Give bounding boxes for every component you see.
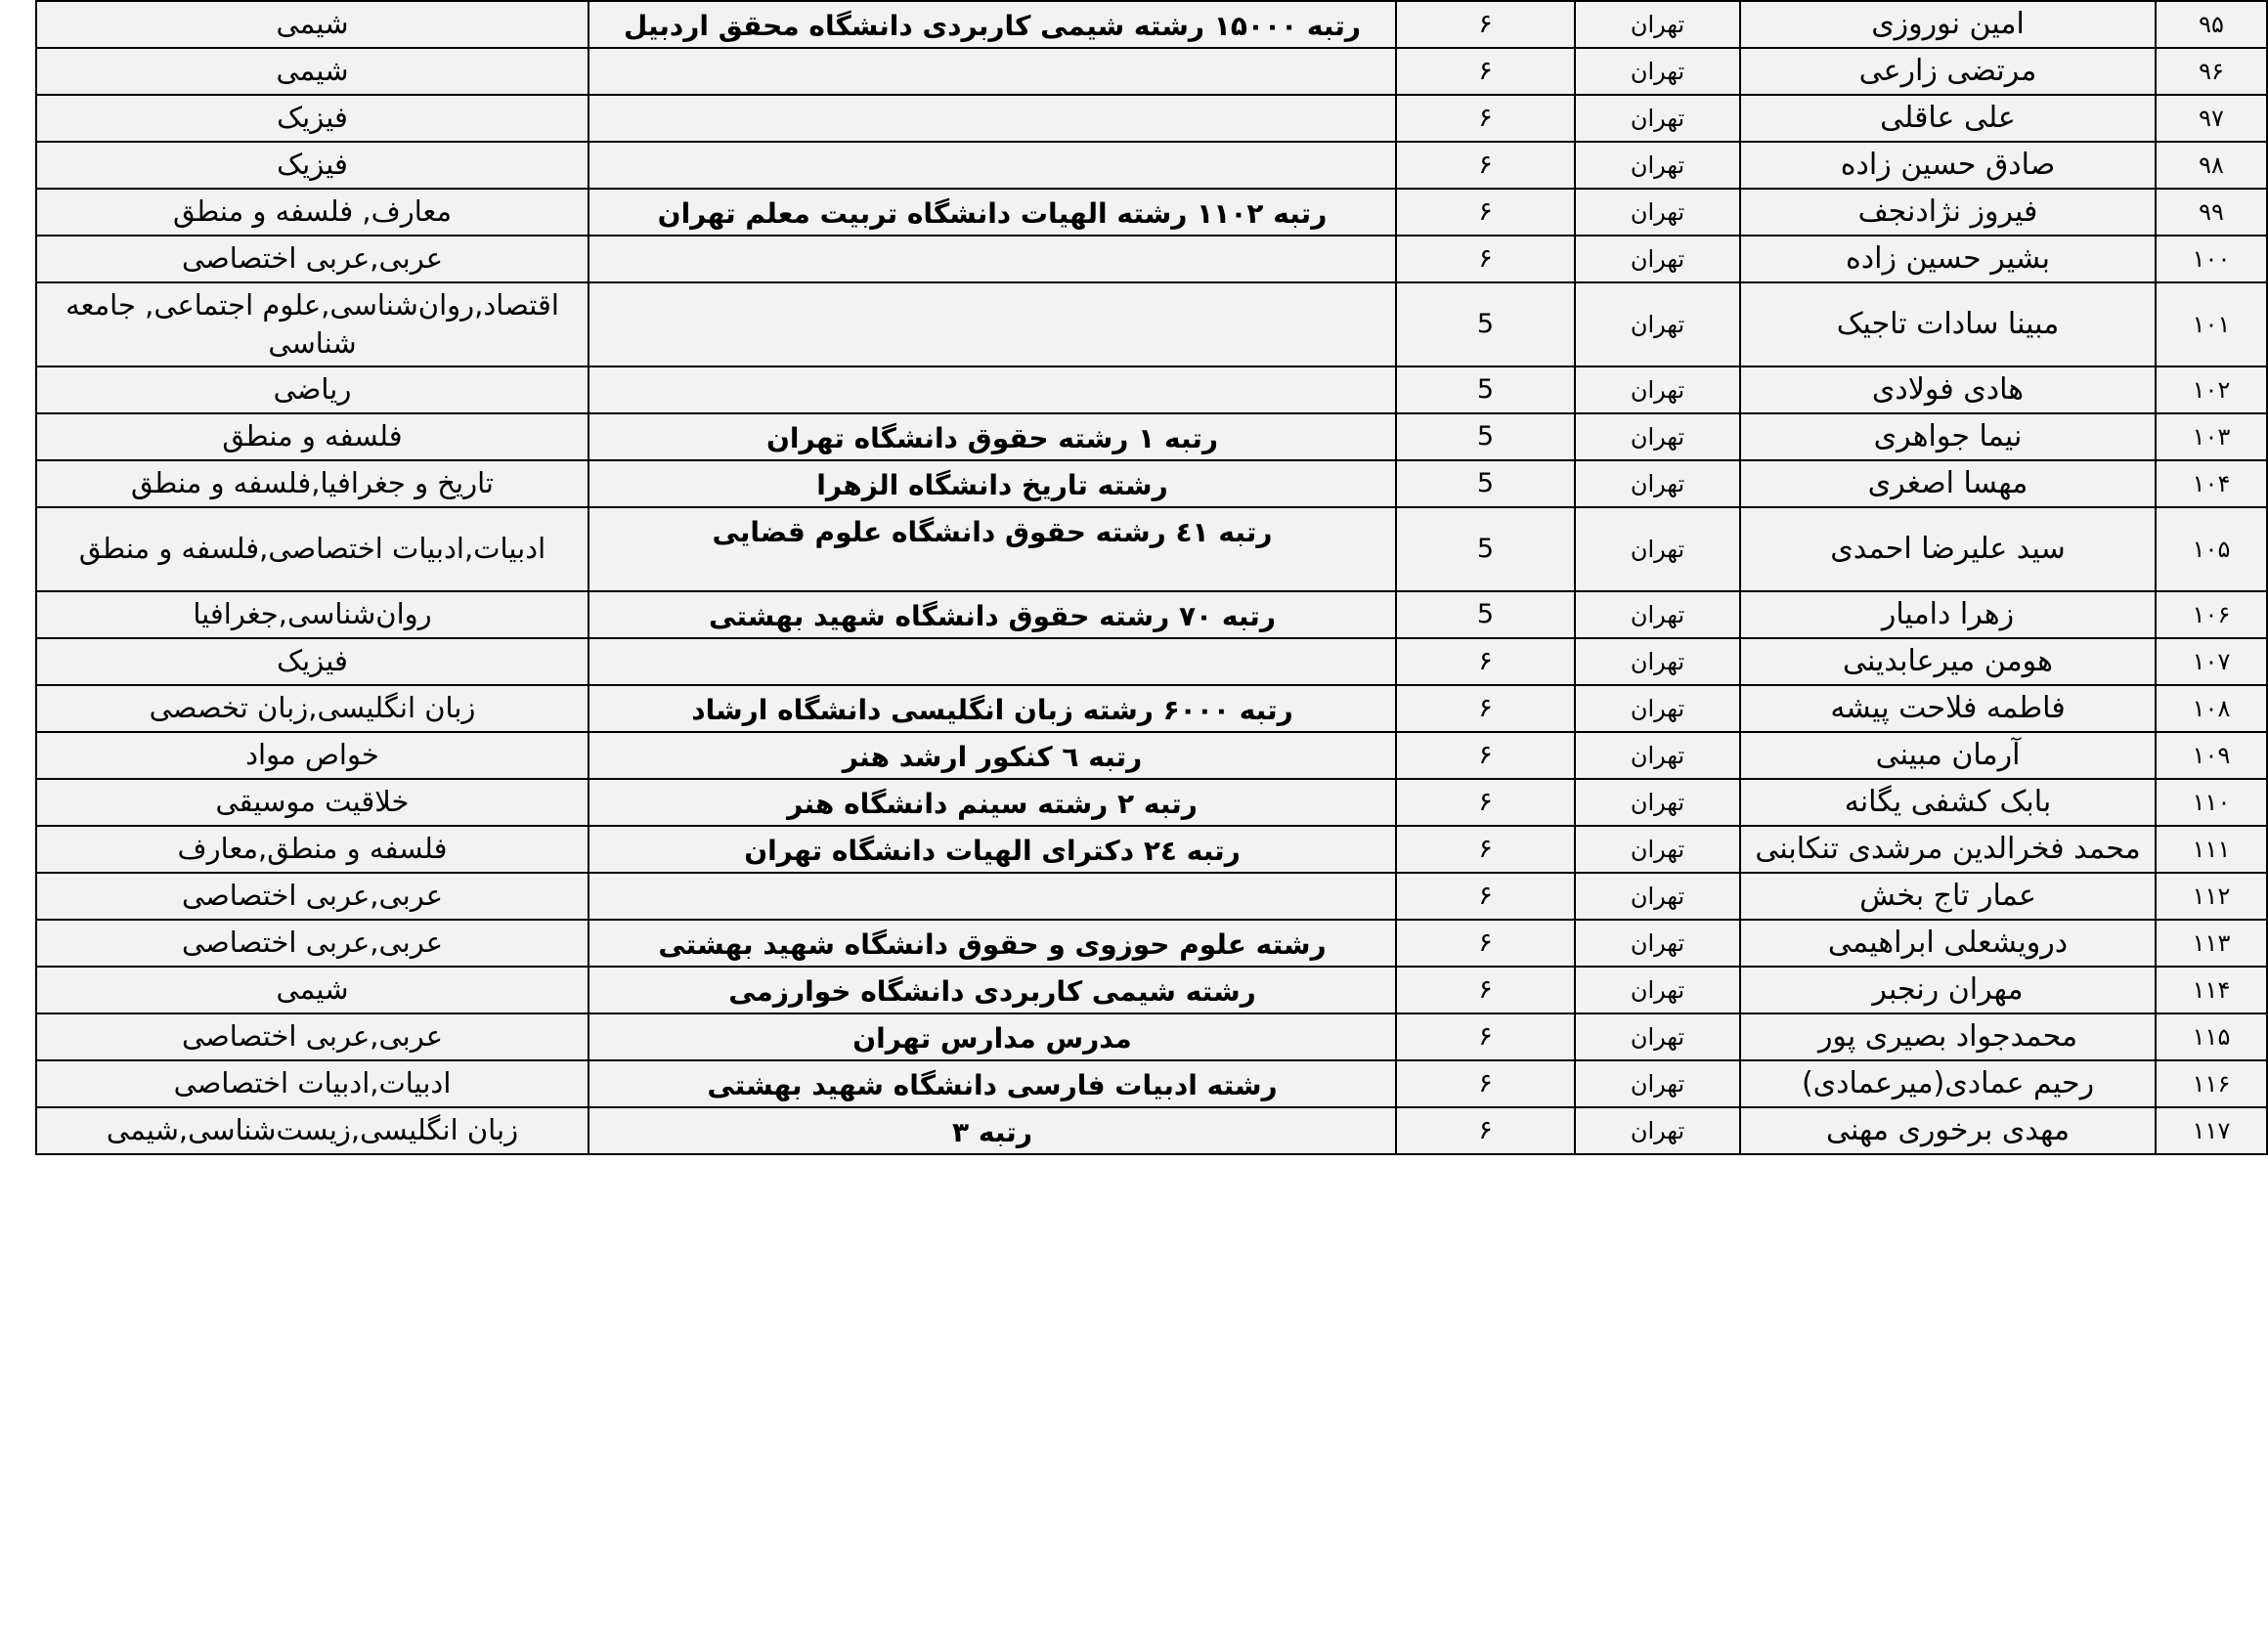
rank-info-cell: رتبه ۶۰۰۰ رشته زبان انگلیسی دانشگاه ارشاد [589, 685, 1396, 732]
grade-cell: 5 [1396, 460, 1575, 507]
table-row [36, 142, 2267, 189]
city-cell: تهران [1575, 1060, 1740, 1107]
teacher-name-cell: رحیم عمادی(میرعمادی) [1740, 1060, 2156, 1107]
city-cell: تهران [1575, 732, 1740, 779]
city-cell: تهران [1575, 826, 1740, 873]
subjects-cell: زبان انگلیسی,زیست‌شناسی,شیمی [36, 1107, 589, 1154]
row-number-cell: ۱۰۴ [2156, 460, 2267, 507]
subjects-cell: فیزیک [36, 638, 589, 685]
grade-cell: 5 [1396, 413, 1575, 460]
row-number-cell: ۱۱۷ [2156, 1107, 2267, 1154]
subjects-cell: فلسفه و منطق,معارف [36, 826, 589, 873]
teacher-name-cell: محمد فخرالدین مرشدی تنکابنی [1740, 826, 2156, 873]
table-row [36, 638, 2267, 685]
row-number-cell: ۱۱۶ [2156, 1060, 2267, 1107]
rank-info-cell: رتبه ۱ رشته حقوق دانشگاه تهران [589, 413, 1396, 460]
row-number-cell: ۱۰۱ [2156, 282, 2267, 366]
subjects-cell: ریاضی [36, 366, 589, 413]
table-row [36, 1013, 2267, 1060]
table-row [36, 920, 2267, 967]
teacher-name-cell: زهرا دامیار [1740, 591, 2156, 638]
grade-cell: 5 [1396, 366, 1575, 413]
city-cell: تهران [1575, 236, 1740, 282]
teacher-name-cell: آرمان مبینی [1740, 732, 2156, 779]
city-cell: تهران [1575, 779, 1740, 826]
row-number-cell: ۱۰۰ [2156, 236, 2267, 282]
city-cell: تهران [1575, 48, 1740, 95]
table-row [36, 460, 2267, 507]
teacher-name-cell: امین نوروزی [1740, 1, 2156, 48]
table-row [36, 48, 2267, 95]
city-cell: تهران [1575, 873, 1740, 920]
city-cell: تهران [1575, 282, 1740, 366]
row-number-cell: ۱۱۳ [2156, 920, 2267, 967]
rank-info-cell: رتبه ۱۱۰۲ رشته الهیات دانشگاه تربیت معلم تهران [589, 189, 1396, 236]
row-number-cell: ۹۶ [2156, 48, 2267, 95]
grade-cell: ۶ [1396, 142, 1575, 189]
teacher-name-cell: فیروز نژادنجف [1740, 189, 2156, 236]
teacher-name-cell: درویشعلی ابراهیمی [1740, 920, 2156, 967]
grade-cell: ۶ [1396, 1, 1575, 48]
table-row [36, 236, 2267, 282]
subjects-cell: عربی,عربی اختصاصی [36, 920, 589, 967]
table-row [36, 1, 2267, 48]
subjects-cell: فلسفه و منطق [36, 413, 589, 460]
subjects-cell: عربی,عربی اختصاصی [36, 873, 589, 920]
subjects-cell: روان‌شناسی,جغرافیا [36, 591, 589, 638]
rank-info-cell [589, 366, 1396, 413]
subjects-cell: معارف, فلسفه و منطق [36, 189, 589, 236]
grade-cell: ۶ [1396, 1013, 1575, 1060]
teacher-name-cell: نیما جواهری [1740, 413, 2156, 460]
table-row [36, 1107, 2267, 1154]
row-number-cell: ۹۸ [2156, 142, 2267, 189]
grade-cell: ۶ [1396, 732, 1575, 779]
table-row [36, 826, 2267, 873]
grade-cell: ۶ [1396, 873, 1575, 920]
row-number-cell: ۱۱۵ [2156, 1013, 2267, 1060]
rank-info-cell: رتبه ٦ کنکور ارشد هنر [589, 732, 1396, 779]
grade-cell: ۶ [1396, 48, 1575, 95]
table-row [36, 413, 2267, 460]
teacher-name-cell: بابک کشفی یگانه [1740, 779, 2156, 826]
subjects-cell: فیزیک [36, 95, 589, 142]
rank-info-cell: رتبه ۳ [589, 1107, 1396, 1154]
table-row [36, 873, 2267, 920]
subjects-cell: شیمی [36, 967, 589, 1013]
table-row [36, 732, 2267, 779]
subjects-cell: زبان انگلیسی,زبان تخصصی [36, 685, 589, 732]
table-row [36, 507, 2267, 591]
table-row [36, 189, 2267, 236]
rank-info-cell: رشته شیمی کاربردی دانشگاه خوارزمی [589, 967, 1396, 1013]
subjects-cell: خواص مواد [36, 732, 589, 779]
table-row [36, 1060, 2267, 1107]
rank-info-cell [589, 48, 1396, 95]
city-cell: تهران [1575, 1, 1740, 48]
rank-info-cell: رشته علوم حوزوی و حقوق دانشگاه شهید بهشتی [589, 920, 1396, 967]
grade-cell: ۶ [1396, 1107, 1575, 1154]
rank-info-cell [589, 95, 1396, 142]
row-number-cell: ۱۱۰ [2156, 779, 2267, 826]
city-cell: تهران [1575, 1013, 1740, 1060]
city-cell: تهران [1575, 507, 1740, 591]
teacher-name-cell: بشیر حسین زاده [1740, 236, 2156, 282]
teacher-name-cell: مبینا سادات تاجیک [1740, 282, 2156, 366]
teacher-name-cell: مرتضی زارعی [1740, 48, 2156, 95]
row-number-cell: ۱۰۶ [2156, 591, 2267, 638]
row-number-cell: ۱۱۲ [2156, 873, 2267, 920]
table-row [36, 591, 2267, 638]
grade-cell: ۶ [1396, 685, 1575, 732]
teacher-name-cell: محمدجواد بصیری پور [1740, 1013, 2156, 1060]
row-number-cell: ۱۰۵ [2156, 507, 2267, 591]
row-number-cell: ۱۰۳ [2156, 413, 2267, 460]
grade-cell: ۶ [1396, 967, 1575, 1013]
city-cell: تهران [1575, 1107, 1740, 1154]
rank-info-cell [589, 282, 1396, 366]
grade-cell: ۶ [1396, 920, 1575, 967]
subjects-cell: ادبیات,ادبیات اختصاصی,فلسفه و منطق [36, 507, 589, 591]
subjects-cell: عربی,عربی اختصاصی [36, 236, 589, 282]
rank-info-cell: رتبه ٢٤ دکترای الهیات دانشگاه تهران [589, 826, 1396, 873]
city-cell: تهران [1575, 142, 1740, 189]
rank-info-cell: رشته ادبیات فارسی دانشگاه شهید بهشتی [589, 1060, 1396, 1107]
subjects-cell: اقتصاد,روان‌شناسی,علوم اجتماعی, جامعه شناسی [36, 282, 589, 366]
subjects-cell: عربی,عربی اختصاصی [36, 1013, 589, 1060]
row-number-cell: ۱۰۷ [2156, 638, 2267, 685]
grade-cell: 5 [1396, 282, 1575, 366]
row-number-cell: ۱۰۲ [2156, 366, 2267, 413]
city-cell: تهران [1575, 189, 1740, 236]
rank-info-cell [589, 236, 1396, 282]
subjects-cell: شیمی [36, 1, 589, 48]
grade-cell: ۶ [1396, 826, 1575, 873]
subjects-cell: فیزیک [36, 142, 589, 189]
row-number-cell: ۹۹ [2156, 189, 2267, 236]
city-cell: تهران [1575, 967, 1740, 1013]
subjects-cell: تاریخ و جغرافیا,فلسفه و منطق [36, 460, 589, 507]
table-row [36, 282, 2267, 366]
subjects-cell: خلاقیت موسیقی [36, 779, 589, 826]
teacher-name-cell: هادی فولادی [1740, 366, 2156, 413]
teacher-name-cell: صادق حسین زاده [1740, 142, 2156, 189]
grade-cell: ۶ [1396, 189, 1575, 236]
grade-cell: ۶ [1396, 1060, 1575, 1107]
row-number-cell: ۱۱۴ [2156, 967, 2267, 1013]
row-number-cell: ۹۵ [2156, 1, 2267, 48]
grade-cell: ۶ [1396, 95, 1575, 142]
city-cell: تهران [1575, 460, 1740, 507]
city-cell: تهران [1575, 366, 1740, 413]
rank-info-cell: رتبه ۷۰ رشته حقوق دانشگاه شهید بهشتی [589, 591, 1396, 638]
teacher-name-cell: مهسا اصغری [1740, 460, 2156, 507]
city-cell: تهران [1575, 920, 1740, 967]
table-row [36, 967, 2267, 1013]
city-cell: تهران [1575, 638, 1740, 685]
teacher-name-cell: فاطمه فلاحت پیشه [1740, 685, 2156, 732]
teacher-name-cell: مهدی برخوری مهنی [1740, 1107, 2156, 1154]
rank-info-cell: رتبه ٤۱ رشته حقوق دانشگاه علوم قضایی [589, 507, 1396, 591]
grade-cell: 5 [1396, 507, 1575, 591]
table-row [36, 685, 2267, 732]
city-cell: تهران [1575, 685, 1740, 732]
table-body [36, 1, 2267, 1154]
city-cell: تهران [1575, 413, 1740, 460]
table-row [36, 366, 2267, 413]
rank-info-cell: رتبه ۲ رشته سینم دانشگاه هنر [589, 779, 1396, 826]
grade-cell: ۶ [1396, 779, 1575, 826]
teacher-name-cell: سید علیرضا احمدی [1740, 507, 2156, 591]
table-row [36, 779, 2267, 826]
grade-cell: 5 [1396, 591, 1575, 638]
teacher-name-cell: علی عاقلی [1740, 95, 2156, 142]
subjects-cell: شیمی [36, 48, 589, 95]
city-cell: تهران [1575, 591, 1740, 638]
city-cell: تهران [1575, 95, 1740, 142]
subjects-cell: ادبیات,ادبیات اختصاصی [36, 1060, 589, 1107]
rank-info-cell [589, 142, 1396, 189]
teachers-table [35, 0, 2268, 1155]
rank-info-cell [589, 873, 1396, 920]
grade-cell: ۶ [1396, 236, 1575, 282]
row-number-cell: ۱۰۹ [2156, 732, 2267, 779]
rank-info-cell [589, 638, 1396, 685]
table-row [36, 95, 2267, 142]
rank-info-cell: رتبه ۱۵۰۰۰ رشته شیمی کاربردی دانشگاه محقق اردبیل [589, 1, 1396, 48]
row-number-cell: ۱۰۸ [2156, 685, 2267, 732]
teacher-name-cell: عمار تاج بخش [1740, 873, 2156, 920]
teacher-name-cell: هومن میرعابدینی [1740, 638, 2156, 685]
grade-cell: ۶ [1396, 638, 1575, 685]
rank-info-cell: رشته تاریخ دانشگاه الزهرا [589, 460, 1396, 507]
teacher-name-cell: مهران رنجبر [1740, 967, 2156, 1013]
rank-info-cell: مدرس مدارس تهران [589, 1013, 1396, 1060]
row-number-cell: ۹۷ [2156, 95, 2267, 142]
row-number-cell: ۱۱۱ [2156, 826, 2267, 873]
